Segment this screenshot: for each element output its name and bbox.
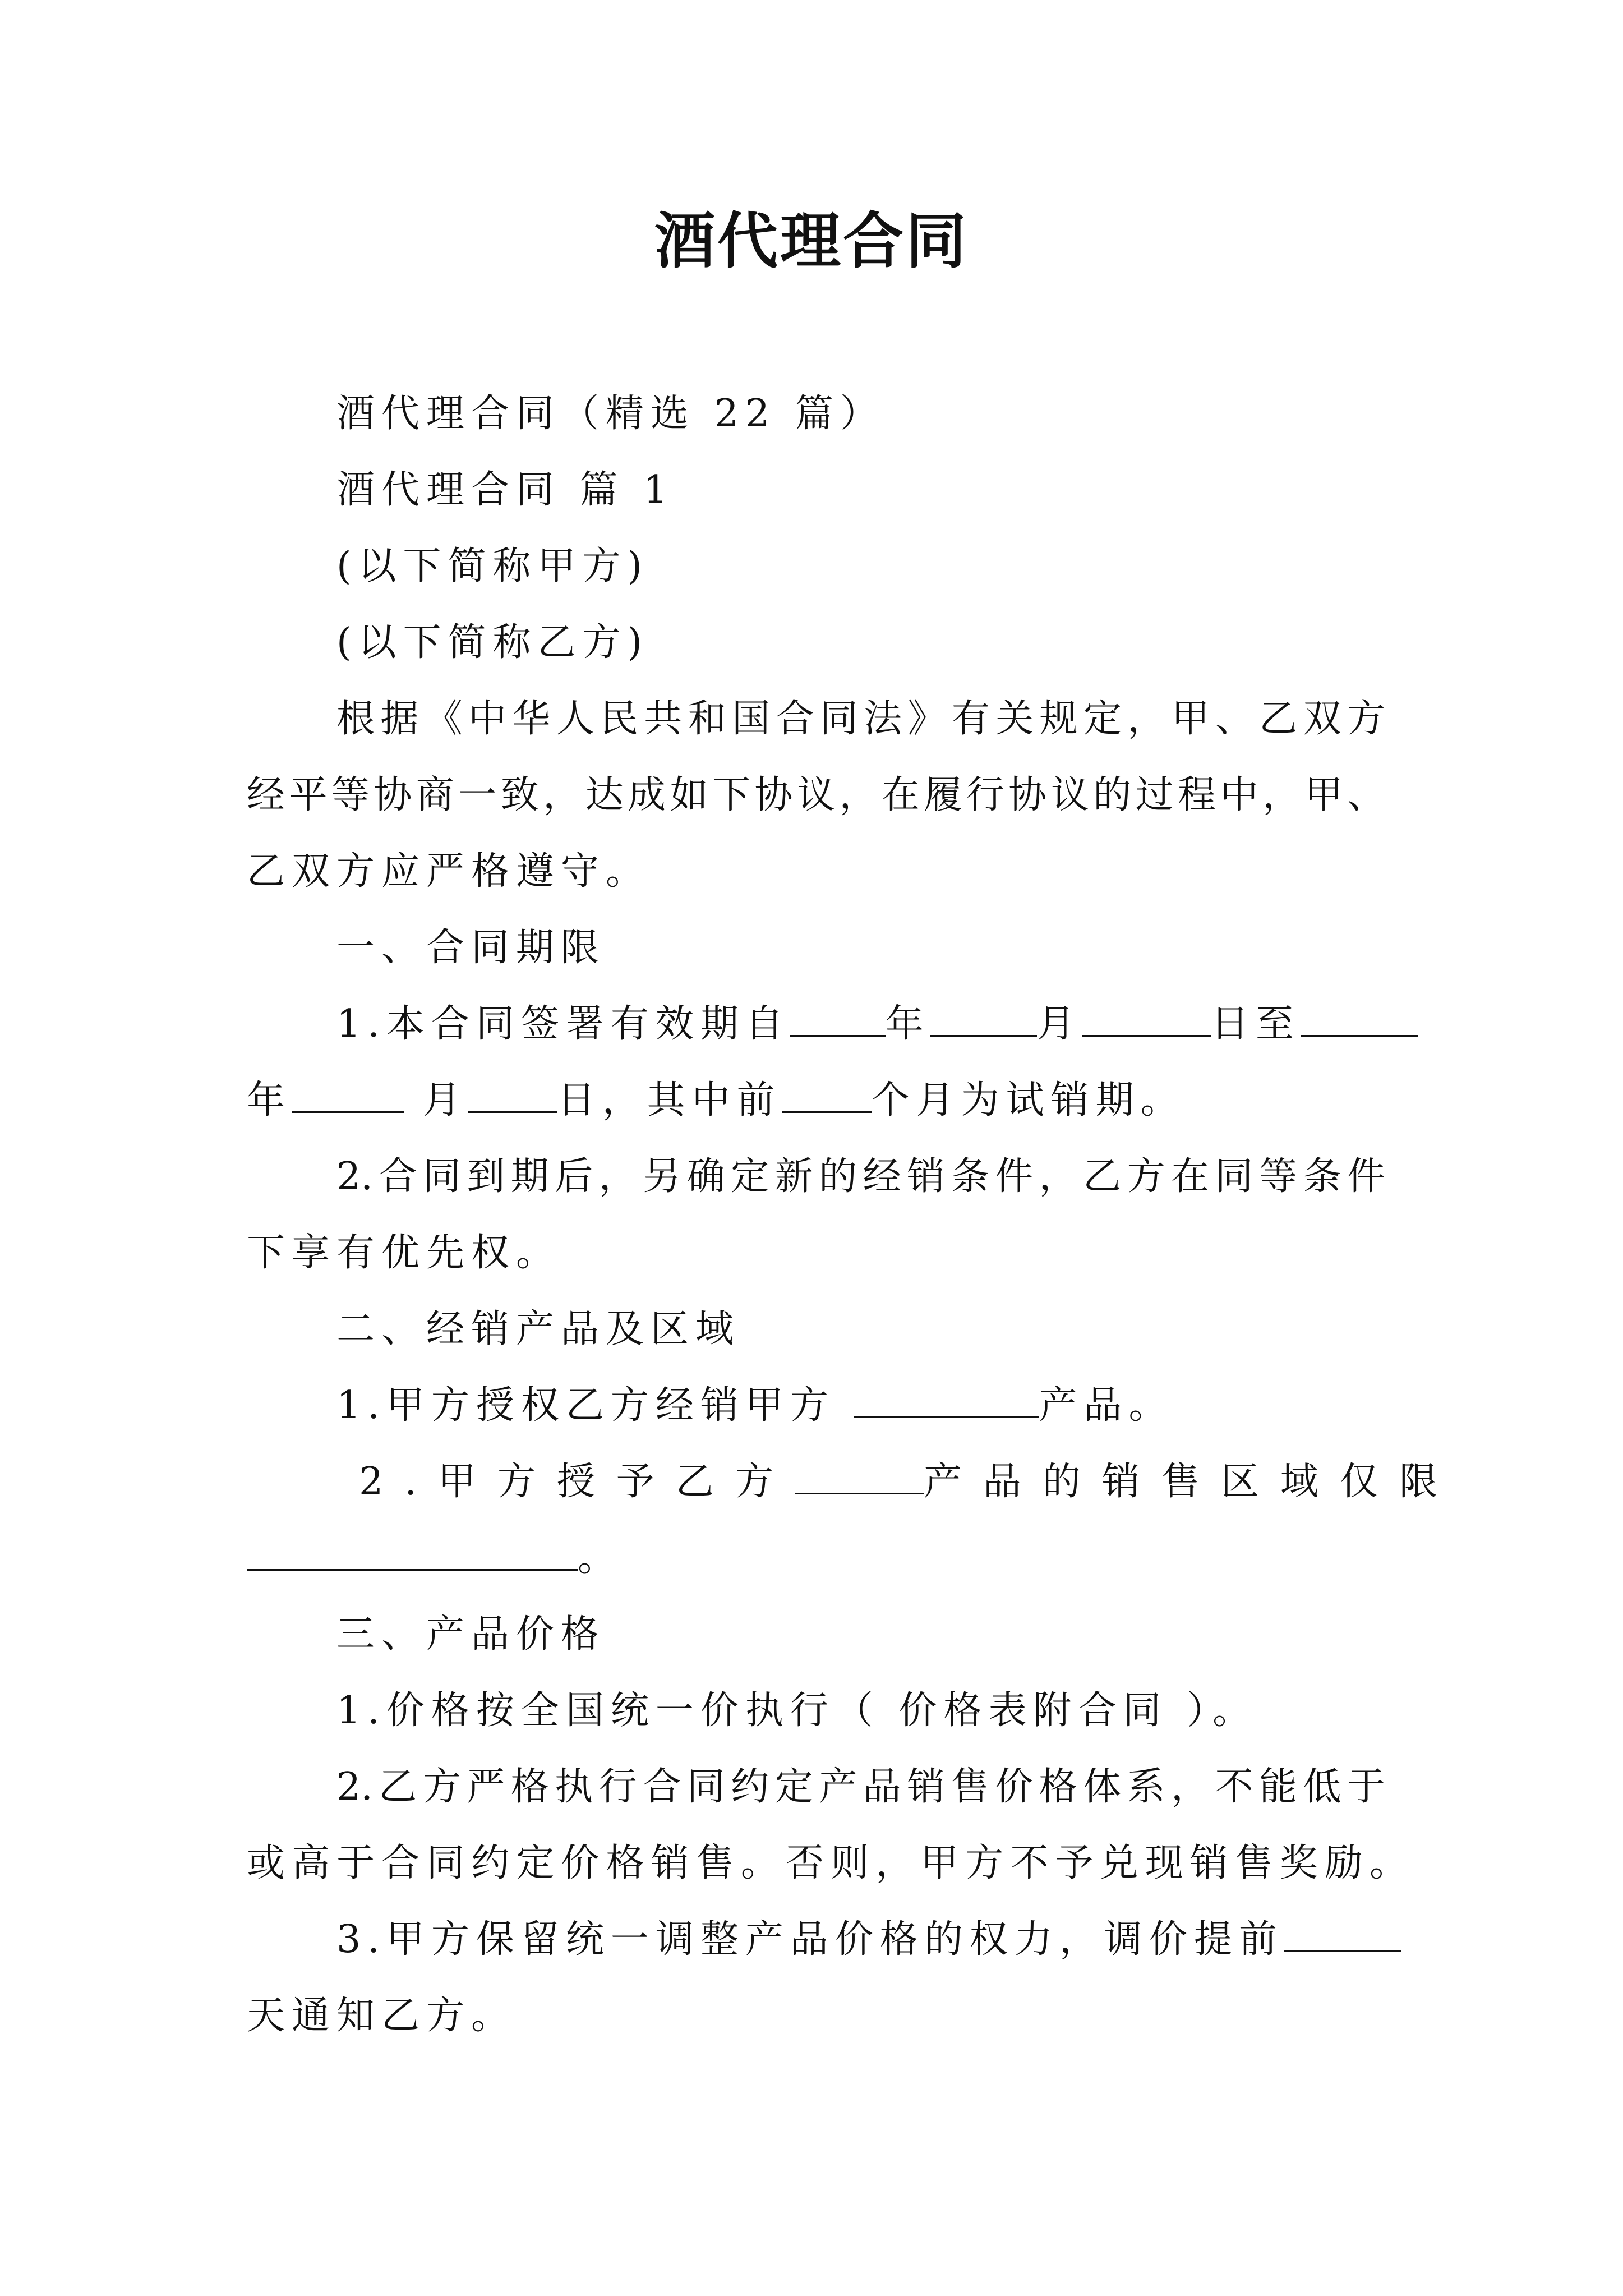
blank-field [247,1568,578,1571]
blank-field [468,1111,557,1113]
s1-item2-line2: 下享有优先权。 [247,1231,561,1275]
blank-field [854,1416,1039,1418]
s3-item3-line1: 3.甲方保留统一调整产品价格的权力，调价提前 [336,1913,1385,1967]
blank-field [1284,1950,1401,1952]
s3-item2-line1: 2.乙方严格执行合同约定产品销售价格体系，不能低于 [336,1765,1385,1809]
blank-field [930,1034,1037,1037]
intro-line-2: 经平等协商一致，达成如下协议，在履行协议的过程中，甲、 [247,773,1385,817]
party-a-line: (以下简称甲方) [336,544,649,588]
s1-item2-line1: 2.合同到期后，另确定新的经销条件，乙方在同等条件 [336,1154,1385,1199]
subtitle: 酒代理合同（精选 22 篇） [336,392,885,436]
s3-item1: 1.价格按全国统一价执行（ 价格表附合同 ）。 [336,1688,1258,1733]
blank-field [1301,1034,1418,1037]
blank-field [782,1111,872,1113]
s2-item1: 1.甲方授权乙方经销甲方 产品。 [336,1383,1174,1428]
s2-item2-line1: 2.甲方授予乙方 产品的销售区域仅限 [359,1460,1459,1504]
section-3-heading: 三、产品价格 [336,1612,606,1657]
intro-line-1: 根据《中华人民共和国合同法》有关规定，甲、乙双方 [336,697,1385,741]
s3-item3-line2: 天通知乙方。 [247,1994,517,2038]
intro-line-3: 乙双方应严格遵守。 [247,849,651,894]
section-1-heading: 一、合同期限 [336,926,606,970]
s2-item2-line2: 。 [247,1531,1385,1585]
blank-field [1082,1034,1211,1037]
blank-field [292,1111,404,1113]
document-title: 酒代理合同 [654,206,969,277]
party-b-line: (以下简称乙方) [336,620,649,665]
s1-item1-line1: 1.本合同签署有效期自 年 月 日至 [336,997,1385,1051]
blank-field [790,1034,886,1037]
s1-item1-line2: 年 月 日，其中前 个月为试销期。 [247,1078,1186,1122]
s3-item2-line2: 或高于合同约定价格销售。否则，甲方不予兑现销售奖励。 [247,1841,1408,1885]
section-2-heading: 二、经销产品及区域 [336,1307,741,1351]
section-heading: 酒代理合同 篇 1 [336,468,675,512]
blank-field [795,1492,924,1494]
